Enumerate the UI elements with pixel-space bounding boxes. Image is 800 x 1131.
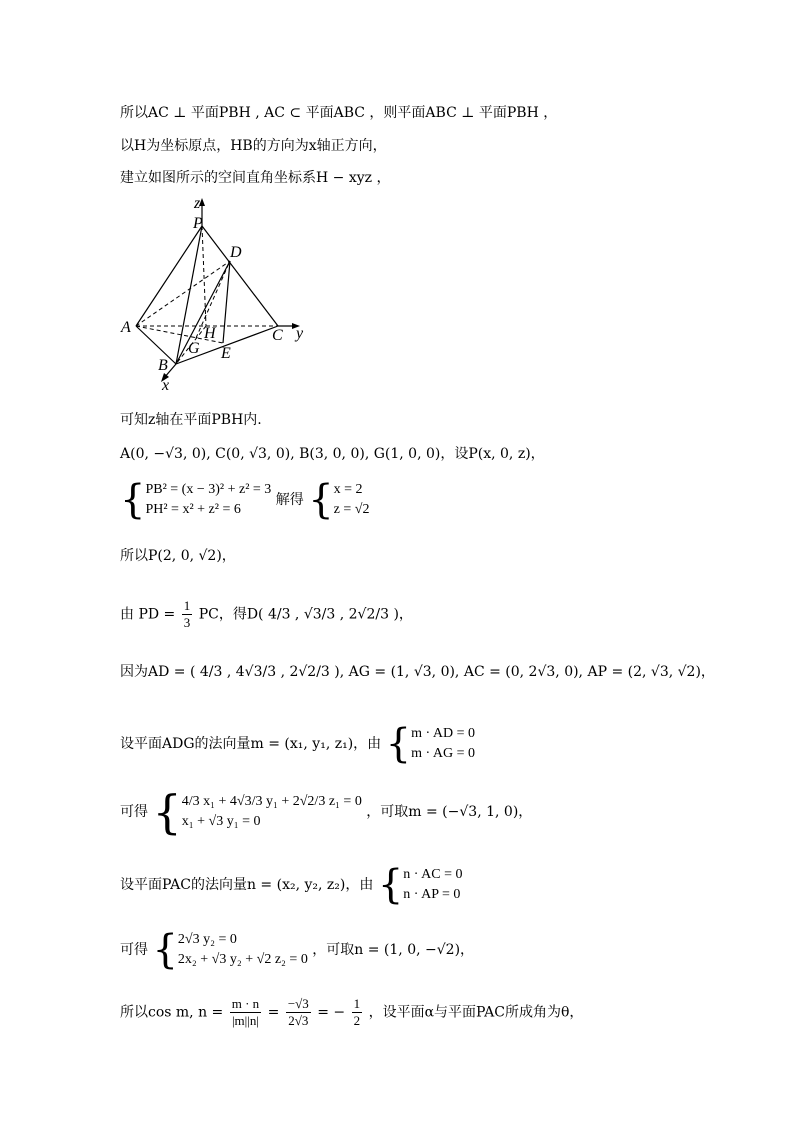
- brace: {: [120, 477, 146, 523]
- system-1-eqs: [145, 480, 271, 520]
- text-line-11: [120, 785, 533, 839]
- label-z: z: [194, 196, 201, 212]
- line12-text: 设平面PAC的法向量n = (x₂, y₂, z₂)，由: [120, 877, 374, 893]
- brace: {: [308, 477, 334, 523]
- frac-den: 3: [183, 615, 191, 630]
- eq-pb: PB² = (x − 3)² + z² = 3: [145, 482, 272, 497]
- line11-pre: 可得: [120, 804, 148, 820]
- text-line-10: [120, 721, 475, 767]
- fraction-value: [286, 996, 311, 1029]
- line11-post: ，可取m = (−√3, 1, 0)，: [366, 804, 533, 820]
- sol-z: z = √2: [333, 502, 370, 517]
- brace: {: [152, 785, 182, 839]
- text-line-5: A(0, −√3, 0), C(0, √3, 0), B(3, 0, 0), G(1, 0, 0)，设P(x, 0, z)，: [120, 446, 545, 462]
- label-D: D: [230, 244, 242, 261]
- brace: {: [152, 927, 178, 973]
- label-H: H: [204, 325, 216, 342]
- text-line-12: [120, 862, 463, 908]
- eq-13a: 2√3 y₂ = 0: [177, 932, 237, 947]
- text-line-14: [120, 996, 583, 1029]
- system-12: [403, 865, 462, 905]
- fraction-one-third: [182, 598, 193, 631]
- line13-post: ，可取n = (1, 0, −√2)，: [312, 942, 475, 958]
- label-x: x: [162, 377, 170, 391]
- system-1: [120, 477, 370, 523]
- text-line-1: 所以AC ⊥ 平面PBH , AC ⊂ 平面ABC ，则平面ABC ⊥ 平面PBH ，: [120, 105, 558, 121]
- line8-pre: 由: [120, 606, 134, 623]
- brace: {: [385, 721, 412, 767]
- pyramid-figure: [118, 196, 328, 391]
- eq-11a: 4/3 x₁ + 4√3/3 y₁ + 2√2/3 z₁ = 0: [181, 794, 362, 809]
- line13-pre: 可得: [120, 942, 148, 958]
- eq-n-ac: n · AC = 0: [403, 867, 463, 882]
- frac-num: 1: [353, 996, 361, 1011]
- text-line-7: 所以P(2, 0, √2)，: [120, 548, 236, 564]
- equals-minus: = −: [317, 1004, 346, 1021]
- solve-text: 解得: [275, 492, 304, 508]
- fraction-half: [352, 996, 363, 1029]
- label-G: G: [188, 340, 200, 357]
- system-1-sol: [334, 480, 370, 520]
- equals-sign: =: [267, 1004, 280, 1021]
- fraction-cos: [230, 996, 261, 1029]
- eq-13b: 2x₂ + √3 y₂ + √2 z₂ = 0: [177, 952, 308, 967]
- line8-post: PC，得D( 4/3 , √3/3 , 2√2/3 )，: [198, 606, 413, 623]
- text-line-9: 因为AD = ( 4/3 , 4√3/3 , 2√2/3 ), AG = (1, √3, 0), AC = (0, 2√3, 0), AP = (2, √3, √2)，: [120, 664, 715, 680]
- eq-11b: x₁ + √3 y₁ = 0: [181, 814, 261, 829]
- label-A: A: [121, 319, 131, 336]
- system-10: [411, 724, 475, 764]
- eq-m-ad: m · AD = 0: [411, 726, 475, 741]
- label-B: B: [158, 357, 168, 374]
- edge-AD: [136, 261, 230, 326]
- edge-PC: [202, 226, 278, 326]
- eq-m-ag: m · AG = 0: [411, 746, 475, 761]
- text-line-8: [120, 598, 413, 631]
- frac-den: 2: [353, 1013, 361, 1028]
- line8-eq: PD =: [138, 606, 180, 623]
- sol-x: x = 2: [333, 482, 363, 497]
- eq-ph: PH² = x² + z² = 6: [145, 502, 241, 517]
- frac-num: −√3: [287, 996, 309, 1011]
- label-y: y: [296, 325, 304, 342]
- text-line-3: 建立如图所示的空间直角坐标系H − xyz ，: [120, 170, 391, 186]
- text-line-13: [120, 927, 475, 973]
- label-E: E: [221, 345, 231, 362]
- text-line-2: 以H为坐标原点，HB的方向为x轴正方向，: [120, 138, 387, 154]
- frac-den: 2√3: [288, 1013, 309, 1028]
- line14-post: ，设平面α与平面PAC所成角为θ，: [368, 1004, 584, 1021]
- line10-text: 设平面ADG的法向量m = (x₁, y₁, z₁)，由: [120, 736, 382, 752]
- label-P: P: [193, 215, 203, 232]
- frac-num: m · n: [231, 996, 260, 1011]
- label-C: C: [272, 327, 283, 344]
- frac-num: 1: [183, 598, 191, 613]
- frac-den: |m||n|: [231, 1013, 259, 1028]
- text-line-4: 可知z轴在平面PBH内.: [120, 412, 262, 428]
- system-13: [178, 930, 308, 970]
- line14-pre: 所以cos m, n =: [120, 1004, 224, 1021]
- brace: {: [377, 862, 404, 908]
- edge-AB: [136, 326, 176, 364]
- eq-n-ap: n · AP = 0: [403, 887, 461, 902]
- system-11: [182, 792, 362, 832]
